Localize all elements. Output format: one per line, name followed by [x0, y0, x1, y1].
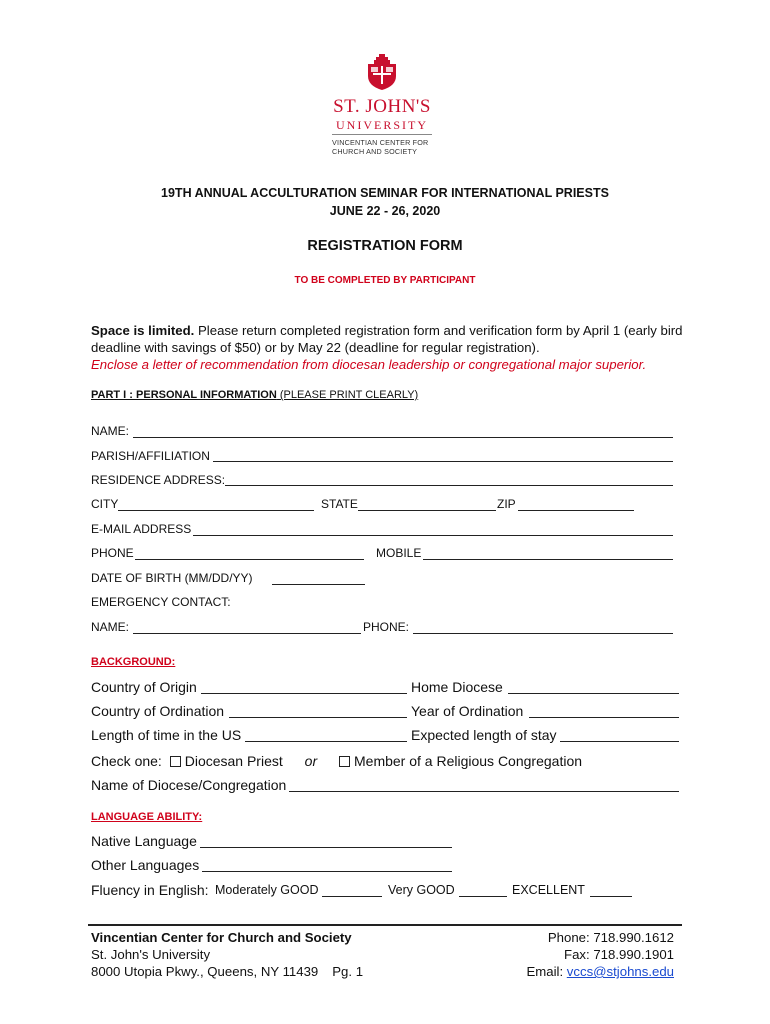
emergency-label: EMERGENCY CONTACT: — [91, 595, 231, 609]
footer-email-label: Email: — [526, 964, 567, 979]
diocesan-priest-label: Diocesan Priest — [184, 753, 283, 769]
phone-label: PHONE — [91, 546, 134, 560]
very-good-label: Very GOOD — [388, 883, 455, 897]
university-logo — [318, 46, 446, 164]
home-diocese-label: Home Diocese — [411, 679, 503, 695]
name-field[interactable] — [133, 437, 673, 438]
mobile-label: MOBILE — [376, 546, 422, 560]
intro-text: Please return completed registration form and verification form by April 1 (early bird deadline with savings of $50) or by May 22 (deadline for regular registration). — [91, 323, 683, 355]
zip-field[interactable] — [518, 510, 634, 511]
logo-line-2: UNIVERSITY — [336, 118, 428, 132]
part1-note: (PLEASE PRINT CLEARLY) — [276, 389, 419, 401]
native-language-field[interactable] — [200, 847, 452, 848]
expected-stay-field[interactable] — [560, 741, 679, 742]
form-title: REGISTRATION FORM — [307, 238, 463, 254]
logo-divider — [332, 134, 432, 135]
logo-line-1: ST. JOHN'S — [333, 96, 431, 117]
check-one-label: Check one: — [91, 753, 162, 769]
country-ordination-label: Country of Ordination — [91, 703, 225, 719]
email-field[interactable] — [193, 535, 673, 536]
dob-field[interactable] — [272, 584, 365, 585]
year-ordination-label: Year of Ordination — [411, 703, 524, 719]
dob-label: DATE OF BIRTH (MM/DD/YY) — [91, 571, 253, 585]
footer-address — [91, 929, 363, 980]
seminar-title: 19TH ANNUAL ACCULTURATION SEMINAR FOR INTERNATIONAL PRIESTS — [161, 186, 609, 200]
country-ordination-field[interactable] — [229, 717, 407, 718]
city-field[interactable] — [118, 510, 314, 511]
diocese-name-label: Name of Diocese/Congregation — [91, 777, 287, 793]
parish-field[interactable] — [213, 461, 673, 462]
expected-stay-label: Expected length of stay — [411, 727, 557, 743]
moderately-good-field[interactable] — [322, 896, 382, 897]
city-label: CITY — [91, 497, 119, 511]
phone-field[interactable] — [135, 559, 364, 560]
diocesan-priest-checkbox[interactable] — [170, 756, 181, 767]
state-field[interactable] — [358, 510, 496, 511]
mobile-field[interactable] — [423, 559, 673, 560]
other-languages-label: Other Languages — [91, 857, 200, 873]
or-label: or — [304, 753, 318, 769]
excellent-field[interactable] — [590, 896, 632, 897]
zip-label: ZIP — [497, 497, 516, 511]
intro-red-note: Enclose a letter of recommendation from diocesan leadership or congregational major superior. — [91, 357, 647, 372]
email-label: E-MAIL ADDRESS — [91, 522, 192, 536]
length-us-field[interactable] — [245, 741, 407, 742]
completed-by-note: TO BE COMPLETED BY PARTICIPANT — [294, 275, 476, 286]
intro-bold: Space is limited. — [91, 323, 195, 338]
check-one-row — [91, 753, 582, 769]
footer-phone: Phone: 718.990.1612 — [547, 930, 674, 945]
emergency-phone-label: PHONE: — [363, 620, 410, 634]
religious-congregation-label: Member of a Religious Congregation — [354, 753, 583, 769]
crest-icon — [365, 54, 399, 90]
state-label: STATE — [321, 497, 358, 511]
footer-street: 8000 Utopia Pkwy., Queens, NY 11439 — [91, 964, 319, 979]
fluency-label: Fluency in English: — [91, 882, 209, 898]
native-language-label: Native Language — [91, 833, 197, 849]
religious-congregation-checkbox[interactable] — [339, 756, 350, 767]
logo-line-3: VINCENTIAN CENTER FOR — [332, 138, 429, 147]
excellent-label: EXCELLENT — [512, 883, 585, 897]
country-origin-label: Country of Origin — [91, 679, 197, 695]
intro-paragraph — [91, 322, 691, 373]
footer-university: St. John's University — [91, 947, 211, 962]
home-diocese-field[interactable] — [508, 693, 679, 694]
emergency-name-label: NAME: — [91, 620, 130, 634]
emergency-name-field[interactable] — [133, 633, 361, 634]
very-good-field[interactable] — [459, 896, 507, 897]
residence-field[interactable] — [225, 485, 673, 486]
footer-email-link[interactable]: vccs@stjohns.edu — [566, 964, 674, 979]
other-languages-field[interactable] — [202, 871, 452, 872]
footer-fax: Fax: 718.990.1901 — [564, 947, 674, 962]
footer-org: Vincentian Center for Church and Society — [91, 930, 352, 945]
part1-title: PART I : PERSONAL INFORMATION — [91, 389, 277, 401]
logo-line-4: CHURCH AND SOCIETY — [332, 147, 418, 156]
background-heading: BACKGROUND: — [91, 656, 176, 668]
part1-heading — [91, 389, 418, 401]
footer-contact — [526, 929, 674, 980]
page-number: Pg. 1 — [332, 964, 364, 979]
length-us-label: Length of time in the US — [91, 727, 242, 743]
parish-label: PARISH/AFFILIATION — [91, 449, 210, 463]
residence-label: RESIDENCE ADDRESS: — [91, 473, 226, 487]
country-origin-field[interactable] — [201, 693, 407, 694]
footer-divider — [88, 924, 682, 926]
diocese-name-field[interactable] — [289, 791, 679, 792]
year-ordination-field[interactable] — [529, 717, 679, 718]
language-heading: LANGUAGE ABILITY: — [91, 811, 203, 823]
emergency-phone-field[interactable] — [413, 633, 673, 634]
moderately-good-label: Moderately GOOD — [215, 883, 319, 897]
seminar-dates: JUNE 22 - 26, 2020 — [329, 204, 441, 218]
name-label: NAME: — [91, 424, 130, 438]
